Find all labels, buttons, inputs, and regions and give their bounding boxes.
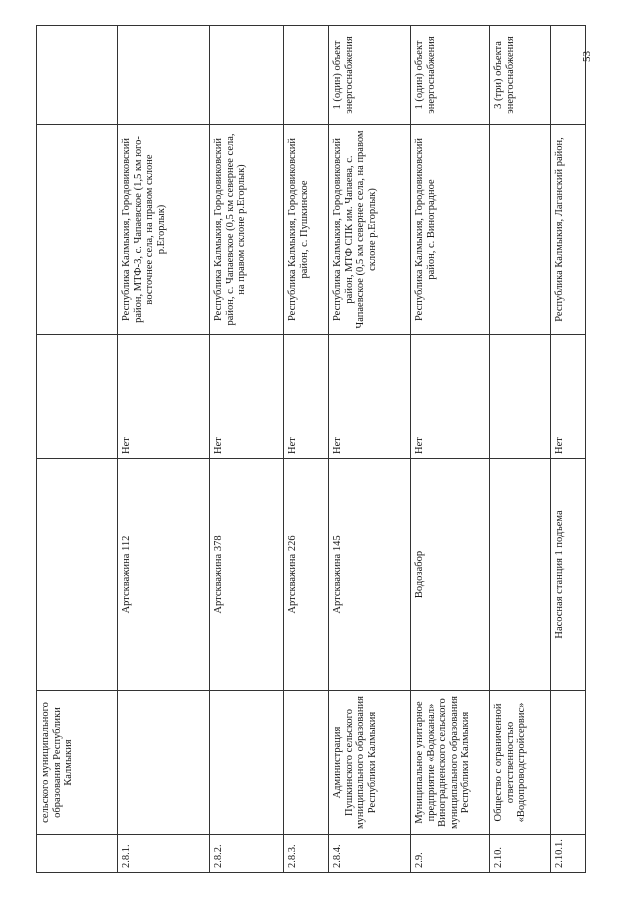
owner-cell: Муниципальное унитарное предприятие «Водоканал» Виноградненского сельского муниципального образования Республики Калмыкия bbox=[411, 691, 490, 835]
object-cell: Насосная станция 1 подъема bbox=[551, 459, 586, 691]
flag-cell: Нет bbox=[284, 335, 329, 459]
energy-objects-cell bbox=[37, 26, 118, 125]
table-row bbox=[551, 26, 586, 873]
flag-cell: Нет bbox=[118, 335, 210, 459]
owner-cell bbox=[551, 691, 586, 835]
location-cell bbox=[37, 125, 118, 335]
location-cell: Республика Калмыкия, Городовиковский район, МТФ-3, с. Чапаевское (1,5 км юго-восточнее села, на правом склоне р.Егорлык) bbox=[118, 125, 210, 335]
energy-objects-cell: 1 (один) объект энергоснабжения bbox=[411, 26, 490, 125]
table-row bbox=[118, 26, 210, 873]
location-cell: Республика Калмыкия, Городовиковский район, МТФ СПК им. Чапаева, с. Чапаевское (0,5 км севернее села, на правом склоне р.Егорлык) bbox=[329, 125, 411, 335]
energy-objects-cell bbox=[284, 26, 329, 125]
row-number-cell: 2.10. bbox=[490, 835, 551, 873]
object-cell: Артскважина 378 bbox=[210, 459, 284, 691]
object-cell: Артскважина 112 bbox=[118, 459, 210, 691]
owner-cell bbox=[210, 691, 284, 835]
owner-cell: сельского муниципального образования Республики Калмыкия bbox=[37, 691, 118, 835]
owner-cell bbox=[118, 691, 210, 835]
location-cell: Республика Калмыкия, Городовиковский район, с. Пушкинское bbox=[284, 125, 329, 335]
row-number-cell bbox=[37, 835, 118, 873]
flag-cell: Нет bbox=[551, 335, 586, 459]
energy-objects-cell bbox=[210, 26, 284, 125]
table-row bbox=[37, 26, 118, 873]
owner-cell: Администрация Пушкинского сельского муниципального образования Республики Калмыкия bbox=[329, 691, 411, 835]
object-cell: Водозабор bbox=[411, 459, 490, 691]
row-number-cell: 2.8.2. bbox=[210, 835, 284, 873]
table-row bbox=[411, 26, 490, 873]
flag-cell: Нет bbox=[329, 335, 411, 459]
owner-cell bbox=[284, 691, 329, 835]
energy-objects-cell: 1 (один) объект энергоснабжения bbox=[329, 26, 411, 125]
flag-cell bbox=[490, 335, 551, 459]
table-row bbox=[329, 26, 411, 873]
row-number-cell: 2.8.1. bbox=[118, 835, 210, 873]
energy-objects-cell bbox=[118, 26, 210, 125]
location-cell: Республика Калмыкия, Городовиковский район, с. Виноградное bbox=[411, 125, 490, 335]
table-row bbox=[284, 26, 329, 873]
energy-objects-table bbox=[36, 25, 586, 873]
location-cell: Республика Калмыкия, Лаганский район, bbox=[551, 125, 586, 335]
flag-cell: Нет bbox=[411, 335, 490, 459]
location-cell: Республика Калмыкия, Городовиковский район, с. Чапаевское (0,5 км севернее села, на правом склоне р.Егорлык) bbox=[210, 125, 284, 335]
object-cell bbox=[490, 459, 551, 691]
row-number-cell: 2.10.1. bbox=[551, 835, 586, 873]
object-cell: Артскважина 145 bbox=[329, 459, 411, 691]
table-row bbox=[490, 26, 551, 873]
energy-objects-cell: 3 (три) объекта энергоснабжения bbox=[490, 26, 551, 125]
object-cell bbox=[37, 459, 118, 691]
location-cell bbox=[490, 125, 551, 335]
page-number: 53 bbox=[581, 51, 593, 62]
flag-cell bbox=[37, 335, 118, 459]
row-number-cell: 2.9. bbox=[411, 835, 490, 873]
table-row bbox=[210, 26, 284, 873]
row-number-cell: 2.8.3. bbox=[284, 835, 329, 873]
owner-cell: Общество с ограниченной ответственностью «Водопроводстройсервис» bbox=[490, 691, 551, 835]
row-number-cell: 2.8.4. bbox=[329, 835, 411, 873]
energy-objects-cell bbox=[551, 26, 586, 125]
flag-cell: Нет bbox=[210, 335, 284, 459]
object-cell: Артскважина 226 bbox=[284, 459, 329, 691]
